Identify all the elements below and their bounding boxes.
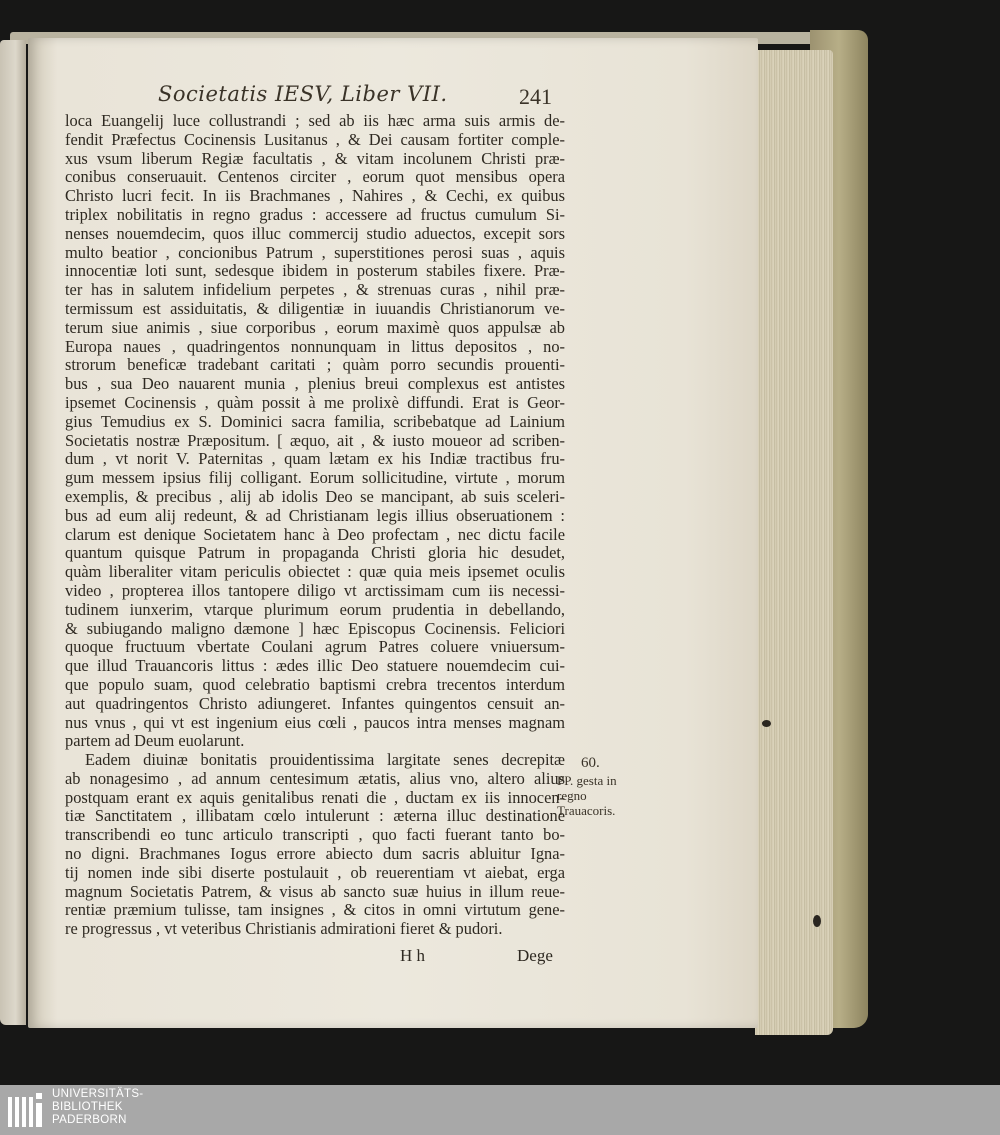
text-line: ipsemet Cocinensis , quàm possit à me prolixè diffundi. Erat is Geor- xyxy=(65,392,565,412)
text-line: nus vnus , qui vt est ingenium eius cœli , paucos intra menses magnam xyxy=(65,712,565,732)
text-line: strorum beneficæ tradebant caritati ; quàm porro secundis prouenti- xyxy=(65,355,565,375)
margin-note xyxy=(557,756,637,818)
signature-mark: H h xyxy=(400,946,426,965)
text-line: que populo suam, quod celebratio baptismi crebra trecentos interdum xyxy=(65,674,565,694)
text-line: ter has in salutem infidelium perpetes , & strenuas curas , nihil præ- xyxy=(65,280,565,300)
text-line: que illud Trauancoris littus : ædes illic Deo statuere nouemdecim cui- xyxy=(65,656,565,676)
page-number: 241 xyxy=(519,84,552,109)
text-line: gius Temudius ex S. Dominici sacra familia, scribebatque ad Lainium xyxy=(65,411,565,431)
text-line: Societatis nostræ Præpositum. [ æquo, ait , & iusto moueor ad scriben- xyxy=(65,430,565,450)
text-line: & subiugando maligno dæmone ] hæc Episcopus Cocinensis. Feliciori xyxy=(65,618,565,638)
page-fore-edge xyxy=(755,50,833,1035)
text-line: dum , vt norit V. Paternitas , quam lætam ex his Indiæ tractibus fru- xyxy=(65,449,565,469)
text-line: re progressus , vt veteribus Christianis admirationi fieret & pudori. xyxy=(65,919,503,939)
text-line: exemplis, & precibus , alij ab idolis Deo se mancipant, ab suis sceleri- xyxy=(65,486,565,506)
text-line: rentiæ præmium tulisse, tam insignes , & citos in omni virtutum gene- xyxy=(65,900,565,920)
text-line: ab nonagesimo , ad annum centesimum ætatis, alius vno, altero alius xyxy=(65,768,565,788)
text-line: tudinem iunxerim, vtarque plurimum eorum prudentia in debellando, xyxy=(65,599,565,619)
text-line: aut quadringentos Christo adiungeret. Infantes quingentos censuit an- xyxy=(65,693,565,713)
text-line: Europa naues , quadringentos nonnunquam in littus depositos , no- xyxy=(65,336,565,356)
stain-mark xyxy=(762,720,771,727)
library-name xyxy=(52,1088,143,1127)
body-text xyxy=(65,112,565,939)
library-logo-icon xyxy=(6,1091,46,1131)
text-line: postquam erant ex aquis genitalibus renati die , ductam ex iis innocen- xyxy=(65,787,565,807)
text-line: xus vsum liberum Regiæ facultatis , & vitam incolunem Christi præ- xyxy=(65,148,565,168)
library-footer-bar xyxy=(0,1085,1000,1135)
text-line: bus ad eum alij redeunt, & ad Christianam legis illius obseruationem : xyxy=(65,505,565,525)
text-line: tij nomen inde sibi diserte postulauit , ob reuerentiam vt aiebat, erga xyxy=(65,862,565,882)
text-line: bus , sua Deo nauarent munia , plenius breui complexus est antistes xyxy=(65,374,565,394)
text-line: quàm liberaliter vitam periculis obiectet : quæ quia meis ipsemet oculis xyxy=(65,562,565,582)
text-line: no digni. Brachmanes Iogus errore abiecto dum sacris abluitur Igna- xyxy=(65,844,565,864)
stain-mark xyxy=(813,915,821,927)
text-line: partem ad Deum euolarunt. xyxy=(65,731,245,751)
text-line: termissum est assiduitatis, & diligentiæ in iuuandis Christianorum ve- xyxy=(65,298,565,318)
text-line: video , propterea illos tantopere diligo vt arctissimam cum iis necessi- xyxy=(65,580,565,600)
running-head: Societatis IESV, Liber VII. xyxy=(158,82,448,106)
library-name-line: BIBLIOTHEK xyxy=(52,1101,123,1113)
text-line: quantum quisque Patrum in propaganda Christi gloria hic desudet, xyxy=(65,543,565,563)
text-line: triplex nobilitatis in regno gradus : accessere ad fructus cumulum Si- xyxy=(65,204,565,224)
text-line: transcribendi eo tunc articulo transcripti , quo facti fuerant tanto bo- xyxy=(65,825,565,845)
text-line: loca Euangelij luce collustrandi ; sed ab iis hæc arma suis armis de- xyxy=(65,111,565,130)
text-line: clarum est denique Societatem hanc à Deo profectam , nec dictu facile xyxy=(65,524,565,544)
text-line: Eadem diuinæ bonitatis prouidentissima largitate senes decrepitæ xyxy=(85,750,565,770)
left-page-edge xyxy=(0,40,26,1025)
library-name-line: PADERBORN xyxy=(52,1114,127,1126)
catchword: Dege xyxy=(517,946,553,965)
text-line: gum messem ipsius filij colligant. Eorum sollicitudine, virtute , morum xyxy=(65,468,565,488)
text-line: conibus conseruauit. Centenos circiter , eorum quot mensibus opera xyxy=(65,167,565,187)
text-line: Christo lucri fecit. In iis Brachmanes , Nahires , & Cechi, ex quibus xyxy=(65,186,565,206)
text-line: multo beatior , concionibus Patrum , superstitiones perosi suas , aquis xyxy=(65,242,565,262)
text-line: quoque fructuum vbertate Coulani agrum Patres coluere vniuersum- xyxy=(65,637,565,657)
library-name-line: UNIVERSITÄTS- xyxy=(52,1088,144,1100)
text-line: terum siue animis , siue corporibus , eorum maximè quos appulsæ ab xyxy=(65,317,565,337)
margin-note-text: PP. gesta in regno Trauacoris. xyxy=(557,773,617,818)
text-line: magnum Societatis Patrem, & visus ab sancto suæ huius in illum reue- xyxy=(65,881,565,901)
text-line: fendit Præfectus Cocinensis Lusitanus , & Dei causam fortiter comple- xyxy=(65,129,565,149)
text-line: nenses nouemdecim, quos illuc commercij studio aduectos, excepit sors xyxy=(65,223,565,243)
margin-note-number: 60. xyxy=(581,755,600,771)
text-line: innocentiæ loti sunt, sedesque ibidem in posterum stabiles fixere. Præ- xyxy=(65,261,565,281)
text-line: tiæ Sanctitatem , illibatam cœlo intulerunt : æterna illuc destinatione xyxy=(65,806,565,826)
